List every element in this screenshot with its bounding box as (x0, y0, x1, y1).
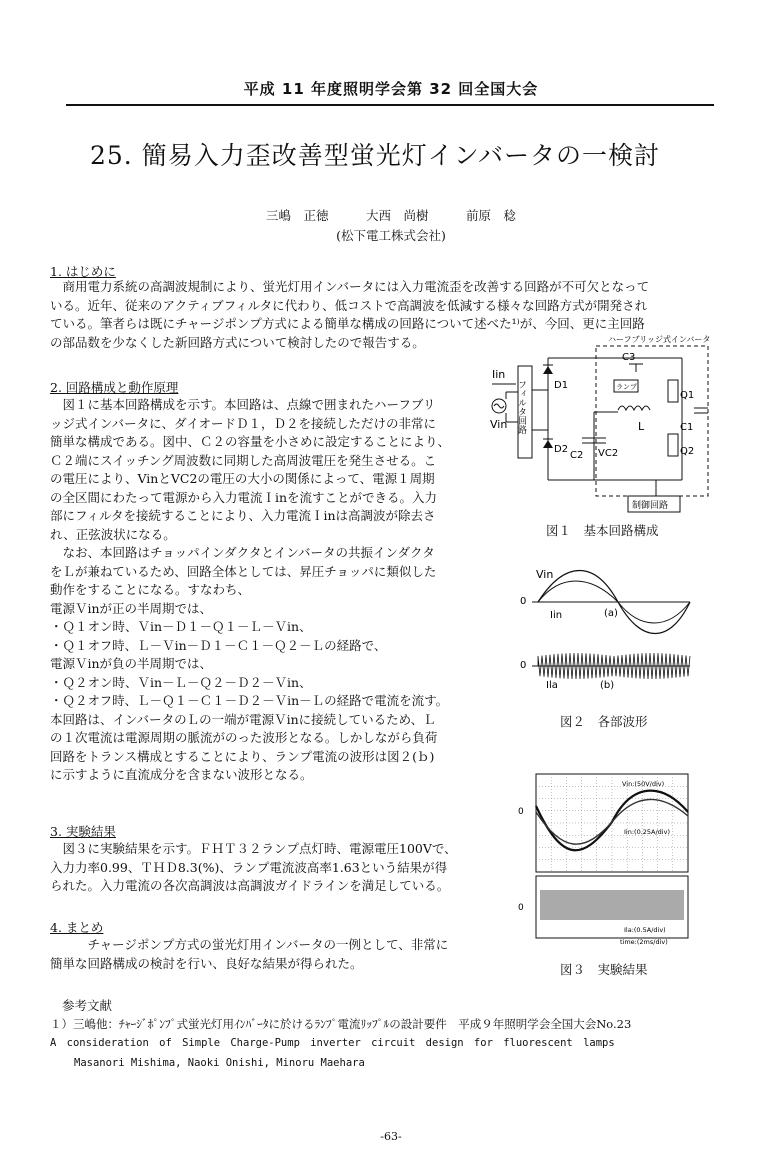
fig3-zero-1: 0 (518, 807, 524, 817)
fig2-b-label: (b) (600, 680, 615, 691)
text-line: 回路をトランス構成とすることにより、ランプ電流の波形は図２(ｂ) (50, 748, 435, 764)
figure-2-caption: 図２ 各部波形 (560, 714, 648, 729)
text-line: をＬが兼ねているため、回路全体としては、昇圧チョッパに類似した (50, 563, 437, 579)
references-heading: 参考文献 (62, 998, 113, 1013)
conference-header: 平成 11 年度照明学会第 32 回全国大会 (243, 80, 539, 98)
text-line: 電源Ｖinが正の半周期では、 (50, 600, 213, 616)
filter-label: フィルタ回路 (516, 380, 526, 434)
fig2-a-label: (a) (604, 608, 618, 619)
d1-diode (543, 366, 553, 374)
q1-switch (668, 380, 678, 402)
text-line: 図１に基本回路構成を示す。本回路は、点線で囲まれたハーフブリ (50, 397, 436, 412)
text-line: 動作をすることになる。すなわち、 (50, 582, 251, 597)
fig2-vin-label: Vin (536, 568, 554, 581)
text-line: られた。入力電流の各次高調波は高調波ガイドラインを満足している。 (50, 878, 450, 893)
ac-wave-icon (494, 404, 504, 408)
header-rule (66, 104, 714, 106)
text-line: ・Ｑ２オフ時、Ｌ－Ｑ１－Ｃ１－Ｄ２－Ｖin－Ｌの経路で電流を流す。 (50, 693, 449, 708)
figure-3-oscilloscope (512, 772, 712, 960)
text-line: れ、正弦波状になる。 (50, 526, 176, 542)
text-line: 部にフィルタを接続することにより、入力電流Ｉinは高調波が除去さ (50, 508, 436, 523)
text-line: ・Ｑ１オン時、Ｖin－Ｄ１－Ｑ１－Ｌ－Ｖin、 (50, 619, 312, 634)
fig2-zero-a: 0 (520, 596, 527, 607)
inductor-l (618, 406, 650, 410)
control-label: 制御回路 (632, 501, 669, 511)
text-line: 簡単な回路構成の検討を行い、良好な結果が得られた。 (50, 955, 363, 971)
paper-affiliation: (松下電工株式会社) (336, 228, 446, 243)
text-line: に示すように直流成分を含まない波形となる。 (50, 767, 313, 782)
lamp-label: ランプ (616, 383, 637, 391)
page-number: -63- (380, 1130, 402, 1143)
l-label: L (638, 420, 645, 433)
c2-label: C2 (570, 450, 584, 461)
text-line: いる。近年、従来のアクティブフィルタに代わり、低コストで高調波を低減する様々な回路方式が開発され (50, 297, 648, 313)
text-line: ている。筆者らは既にチャージポンプ方式による簡単な構成の回路について述べた¹⁾が、今回、更に主回路 (50, 316, 645, 331)
section-4-heading: 4. まとめ (50, 920, 104, 935)
half-bridge-label: ハーフブリッジ式インバータ (608, 335, 711, 344)
fig3-ila-envelope (540, 890, 684, 920)
fig2-iin-label: Iin (550, 610, 563, 621)
text-line: 電源Ｖinが負の半周期では、 (50, 656, 213, 671)
text-line: チャージポンプ方式の蛍光灯用インバータの一例として、非常に (50, 937, 449, 952)
fig2-ila-label: Ila (546, 680, 558, 691)
q1-label: Q1 (680, 390, 695, 401)
paper-authors: 三嶋 正徳 大西 尚樹 前原 稔 (265, 208, 516, 223)
section-2-heading: 2. 回路構成と動作原理 (50, 380, 179, 395)
text-line: 商用電力系統の高調波規制により、蛍光灯用インバータには入力電流歪を改善する回路が不可欠となって (50, 279, 650, 294)
text-line: 入力力率0.99、ＴＨＤ8.3(%)、ランプ電流波高率1.63という結果が得 (50, 859, 448, 875)
text-line: の全区間にわたって電源から入力電流Ｉinを流すことができる。入力 (50, 489, 438, 505)
fig2-zero-b: 0 (520, 660, 527, 671)
text-line: 図３に実験結果を示す。ＦＨＴ３２ランプ点灯時、電源電圧100Vで、 (50, 841, 457, 856)
fig3-iin-label: Iin:(0.25A/div) (624, 828, 670, 836)
text-line: Ｃ２端にスイッチング周波数に同期した高周波電圧を発生させる。こ (50, 452, 437, 468)
section-1-heading: 1. はじめに (50, 264, 116, 279)
fig3-time-label: time:(2ms/div) (620, 938, 668, 946)
d2-diode (543, 440, 553, 448)
text-line: ・Ｑ１オフ時、Ｌ－Ｖin－Ｄ１－Ｃ１－Ｑ２－Ｌの経路で、 (50, 637, 387, 653)
half-bridge-boundary (596, 346, 708, 496)
paper-title: 25. 簡易入力歪改善型蛍光灯インバータの一検討 (90, 141, 660, 170)
q2-switch (668, 434, 678, 456)
text-line: の部品数を少なくした新回路方式について検討したので報告する。 (50, 334, 425, 350)
text-line: の電圧により、VinとVC2の電圧の大小の関係によって、電源１周期 (50, 471, 435, 486)
vin-label: Vin (490, 418, 508, 431)
c3-label: C3 (622, 352, 636, 363)
fig3-vin-label: Vin:(50V/div) (622, 780, 665, 788)
figure-1-circuit (486, 330, 718, 520)
figure-3-caption: 図３ 実験結果 (560, 962, 648, 977)
text-line: なお、本回路はチョッパインダクタとインバータの共振インダクタ (50, 545, 435, 560)
d2-label: D2 (554, 444, 569, 455)
section-2-body (50, 396, 486, 785)
section-3-heading: 3. 実験結果 (50, 824, 116, 839)
iin-label: Iin (492, 368, 506, 381)
section-3-body (50, 840, 486, 896)
figure-1-caption: 図１ 基本回路構成 (546, 523, 659, 538)
c1-label: C1 (680, 422, 694, 433)
section-4-body (50, 936, 486, 973)
english-authors: Masanori Mishima, Naoki Onishi, Minoru Maehara (74, 1057, 365, 1069)
fig3-ila-label: Ila:(0.5A/div) (624, 926, 666, 934)
text-line: 簡単な構成である。図中、Ｃ２の容量を小さめに設定することにより、 (50, 434, 451, 449)
reference-1: １）三嶋他：ﾁｬｰｼﾞﾎﾟﾝﾌﾟ式蛍光灯用ｲﾝﾊﾞｰﾀに於けるﾗﾝﾌﾟ電流ﾘｯﾌﾟﾙの設計要件 平成９年照明学会全国大会No.23 (50, 1017, 632, 1031)
vc2-label: VC2 (598, 448, 619, 459)
fig3-zero-2: 0 (518, 903, 524, 913)
figure-2-waveforms (520, 560, 720, 700)
text-line: ッジ式インバータに、ダイオードＤ１，Ｄ２を接続しただけの非常に (50, 415, 437, 431)
d1-label: D1 (554, 380, 569, 391)
q2-label: Q2 (680, 446, 695, 457)
text-line: の１次電流は電源周期の脈流がのった波形となる。しかしながら負荷 (50, 730, 438, 745)
english-title: A consideration of Simple Charge-Pump inverter circuit design for fluorescent lamps (50, 1037, 615, 1049)
text-line: ・Ｑ２オン時、Ｖin－Ｌ－Ｑ２－Ｄ２－Ｖin、 (50, 674, 312, 690)
text-line: 本回路は、インバータのＬの一端が電源Ｖinに接続しているため、Ｌ (50, 711, 436, 727)
